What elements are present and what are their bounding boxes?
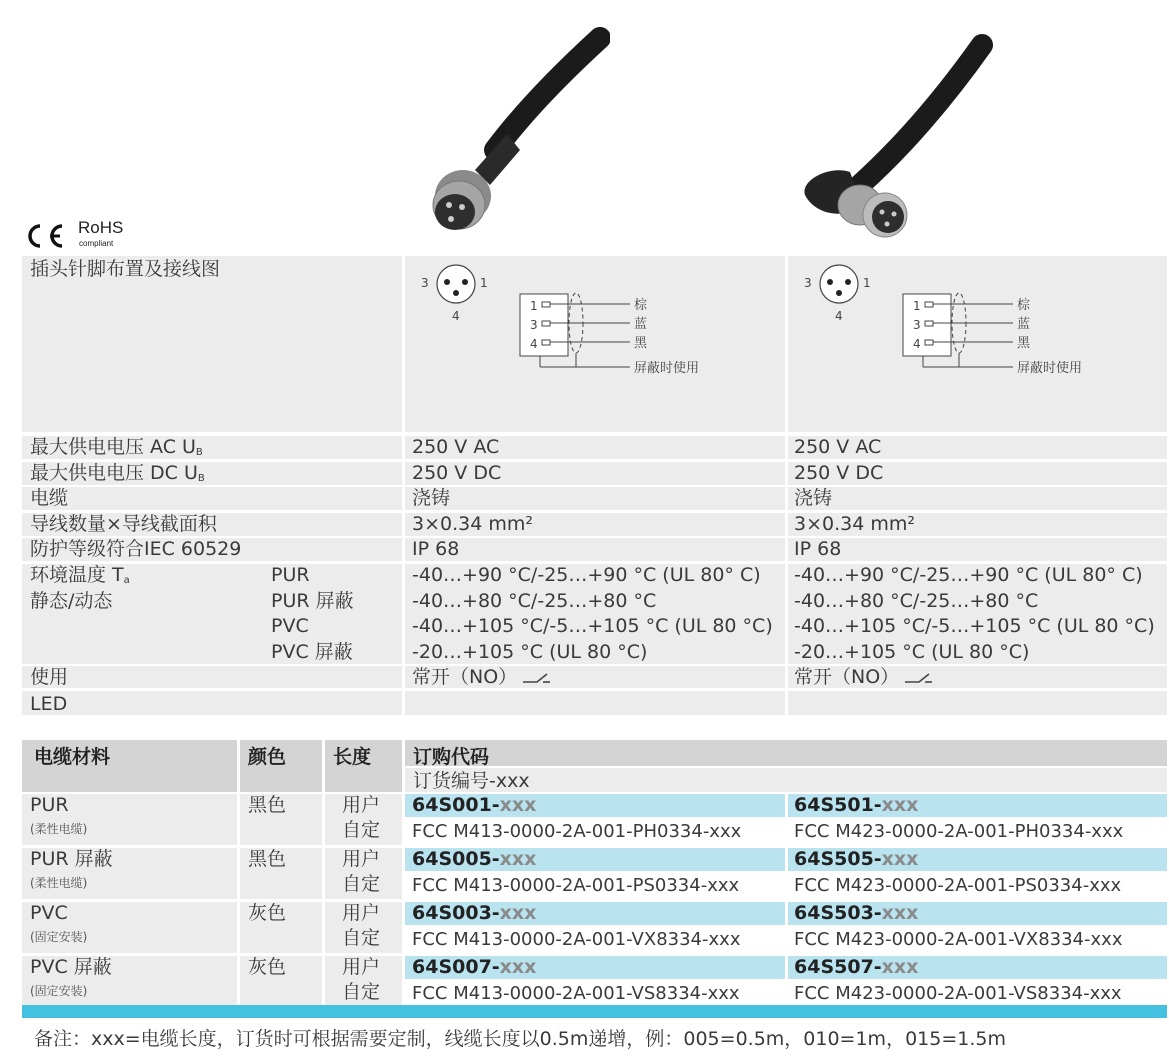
spec-row-value-a: 250 V DC xyxy=(412,462,502,484)
order-header-color: 颜色 xyxy=(248,746,287,768)
switch-no-icon xyxy=(903,670,933,684)
spec-row-value-b: 3×0.34 mm² xyxy=(794,513,915,535)
order-length-1: 用户 xyxy=(342,848,381,870)
svg-text:3: 3 xyxy=(530,318,538,332)
order-code-b[interactable]: 64S507-xxx xyxy=(794,956,919,978)
spec-label-cell xyxy=(22,487,402,510)
spec-row-value-b: IP 68 xyxy=(794,538,842,560)
order-material-sub: (固定安装) xyxy=(30,930,88,944)
temp-label-2: 静态/动态 xyxy=(30,590,113,612)
led-cell-b xyxy=(788,691,1167,715)
temp-value-b: -20…+105 °C (UL 80 °C) xyxy=(794,641,1030,663)
temp-material: PUR 屏蔽 xyxy=(271,590,354,612)
order-material-sub: (固定安装) xyxy=(30,984,88,998)
spec-row-value-a: 3×0.34 mm² xyxy=(412,513,533,535)
order-fcc-b: FCC M423-0000-2A-001-VX8334-xxx xyxy=(794,929,1123,950)
rohs-sub-label: compliant xyxy=(79,239,114,248)
spec-row-label: 最大供电电压 DC $U_B$ xyxy=(30,462,205,484)
svg-text:1: 1 xyxy=(913,299,921,313)
angled-connector-image xyxy=(790,0,1005,250)
order-fcc-a: FCC M413-0000-2A-001-VX8334-xxx xyxy=(412,929,741,950)
ce-mark-icon xyxy=(22,222,66,250)
spec-value-cell-a xyxy=(405,487,785,510)
wiring-diagram-a xyxy=(418,262,718,382)
order-color: 灰色 xyxy=(248,956,287,978)
order-color: 黑色 xyxy=(248,848,287,870)
spec-value-cell-b xyxy=(788,487,1167,510)
rohs-label: RoHS xyxy=(78,218,124,237)
order-length-1: 用户 xyxy=(342,794,381,816)
order-fcc-a: FCC M413-0000-2A-001-PS0334-xxx xyxy=(412,875,740,896)
certification-marks xyxy=(22,218,162,252)
order-material-sub: (柔性电缆) xyxy=(30,822,88,836)
temp-material: PUR xyxy=(271,564,310,586)
svg-text:蓝: 蓝 xyxy=(634,317,648,332)
svg-text:1: 1 xyxy=(530,299,538,313)
order-material: PVC xyxy=(30,902,68,924)
spec-row-value-a: IP 68 xyxy=(412,538,460,560)
order-fcc-a: FCC M413-0000-2A-001-PH0334-xxx xyxy=(412,821,742,842)
temp-value-a: -40…+90 °C/-25…+90 °C (UL 80° C) xyxy=(412,564,761,586)
wiring-diagram-b xyxy=(801,262,1101,382)
order-length-2: 自定 xyxy=(342,819,381,841)
order-material-sub: (柔性电缆) xyxy=(30,876,88,890)
order-fcc-b: FCC M423-0000-2A-001-VS8334-xxx xyxy=(794,983,1122,1004)
led-cell-a xyxy=(405,691,785,715)
order-header-length: 长度 xyxy=(333,746,372,768)
order-color: 灰色 xyxy=(248,902,287,924)
footnote: 备注：xxx=电缆长度，订货时可根据需要定制，线缆长度以0.5m递增，例：005=0.5m，010=1m，015=1.5m xyxy=(34,1028,1006,1050)
svg-text:4: 4 xyxy=(835,309,843,323)
order-code-a[interactable]: 64S001-xxx xyxy=(412,794,537,816)
spec-row-value-b: 250 V DC xyxy=(794,462,884,484)
svg-text:黑: 黑 xyxy=(1017,336,1031,351)
svg-text:屏蔽时使用: 屏蔽时使用 xyxy=(1017,361,1083,376)
straight-connector-image xyxy=(395,0,610,250)
led-label-cell xyxy=(22,691,402,715)
pin-num-1: 1 xyxy=(480,276,488,290)
spec-row-value-b: 浇铸 xyxy=(794,487,833,509)
order-length-2: 自定 xyxy=(342,873,381,895)
use-label: 使用 xyxy=(30,666,69,688)
svg-text:黑: 黑 xyxy=(634,336,648,351)
order-length-1: 用户 xyxy=(342,902,381,924)
order-color: 黑色 xyxy=(248,794,287,816)
led-label: LED xyxy=(30,693,68,715)
order-header-material: 电缆材料 xyxy=(34,746,111,768)
order-length-2: 自定 xyxy=(342,981,381,1003)
order-code-b[interactable]: 64S503-xxx xyxy=(794,902,919,924)
spec-row-label: 电缆 xyxy=(30,487,69,509)
order-code-b[interactable]: 64S505-xxx xyxy=(794,848,919,870)
pin-num-4: 4 xyxy=(452,309,460,323)
temp-value-b: -40…+80 °C/-25…+80 °C xyxy=(794,590,1039,612)
order-length-1: 用户 xyxy=(342,956,381,978)
order-code-a[interactable]: 64S003-xxx xyxy=(412,902,537,924)
spec-row-label: 防护等级符合IEC 60529 xyxy=(30,538,242,560)
order-fcc-a: FCC M413-0000-2A-001-VS8334-xxx xyxy=(412,983,740,1004)
svg-text:棕: 棕 xyxy=(634,298,648,313)
pin-layout-label: 插头针脚布置及接线图 xyxy=(30,258,221,280)
order-material: PVC 屏蔽 xyxy=(30,956,112,978)
spec-row-value-b: 250 V AC xyxy=(794,436,882,458)
svg-text:屏蔽时使用: 屏蔽时使用 xyxy=(634,361,700,376)
switch-no-icon xyxy=(521,670,551,684)
use-label-cell xyxy=(22,666,402,688)
temp-value-b: -40…+90 °C/-25…+90 °C (UL 80° C) xyxy=(794,564,1143,586)
svg-text:1: 1 xyxy=(863,276,871,290)
order-code-a[interactable]: 64S005-xxx xyxy=(412,848,537,870)
order-material: PUR xyxy=(30,794,69,816)
spec-row-label: 导线数量×导线截面积 xyxy=(30,513,217,535)
svg-text:棕: 棕 xyxy=(1017,298,1031,313)
use-value-a: 常开（NO） xyxy=(412,666,551,688)
spec-value-cell-a xyxy=(405,538,785,561)
temp-material: PVC xyxy=(271,615,309,637)
spec-value-cell-b xyxy=(788,538,1167,561)
temp-value-a: -40…+105 °C/-5…+105 °C (UL 80 °C) xyxy=(412,615,773,637)
order-fcc-b: FCC M423-0000-2A-001-PS0334-xxx xyxy=(794,875,1122,896)
temp-value-a: -20…+105 °C (UL 80 °C) xyxy=(412,641,648,663)
order-fcc-b: FCC M423-0000-2A-001-PH0334-xxx xyxy=(794,821,1124,842)
temp-material: PVC 屏蔽 xyxy=(271,641,353,663)
spec-row-value-a: 250 V AC xyxy=(412,436,500,458)
spec-row-label: 最大供电电压 AC $U_B$ xyxy=(30,436,203,458)
pin-num-3: 3 xyxy=(421,276,429,290)
temp-label: 环境温度 $T_a$ xyxy=(30,564,130,586)
order-header-code: 订购代码 xyxy=(413,746,490,768)
pin-label-cell xyxy=(22,256,402,432)
temp-value-a: -40…+80 °C/-25…+80 °C xyxy=(412,590,657,612)
svg-text:蓝: 蓝 xyxy=(1017,317,1031,332)
order-code-a[interactable]: 64S007-xxx xyxy=(412,956,537,978)
order-material: PUR 屏蔽 xyxy=(30,848,113,870)
svg-text:3: 3 xyxy=(804,276,812,290)
svg-text:4: 4 xyxy=(913,337,921,351)
order-length-2: 自定 xyxy=(342,927,381,949)
temp-value-b: -40…+105 °C/-5…+105 °C (UL 80 °C) xyxy=(794,615,1155,637)
accent-bar xyxy=(22,1005,1167,1018)
svg-text:4: 4 xyxy=(530,337,538,351)
order-header-code-cell xyxy=(405,740,1167,766)
order-code-b[interactable]: 64S501-xxx xyxy=(794,794,919,816)
use-value-b: 常开（NO） xyxy=(794,666,933,688)
order-subheader: 订货编号-xxx xyxy=(413,770,530,792)
spec-row-value-a: 浇铸 xyxy=(412,487,451,509)
svg-text:3: 3 xyxy=(913,318,921,332)
